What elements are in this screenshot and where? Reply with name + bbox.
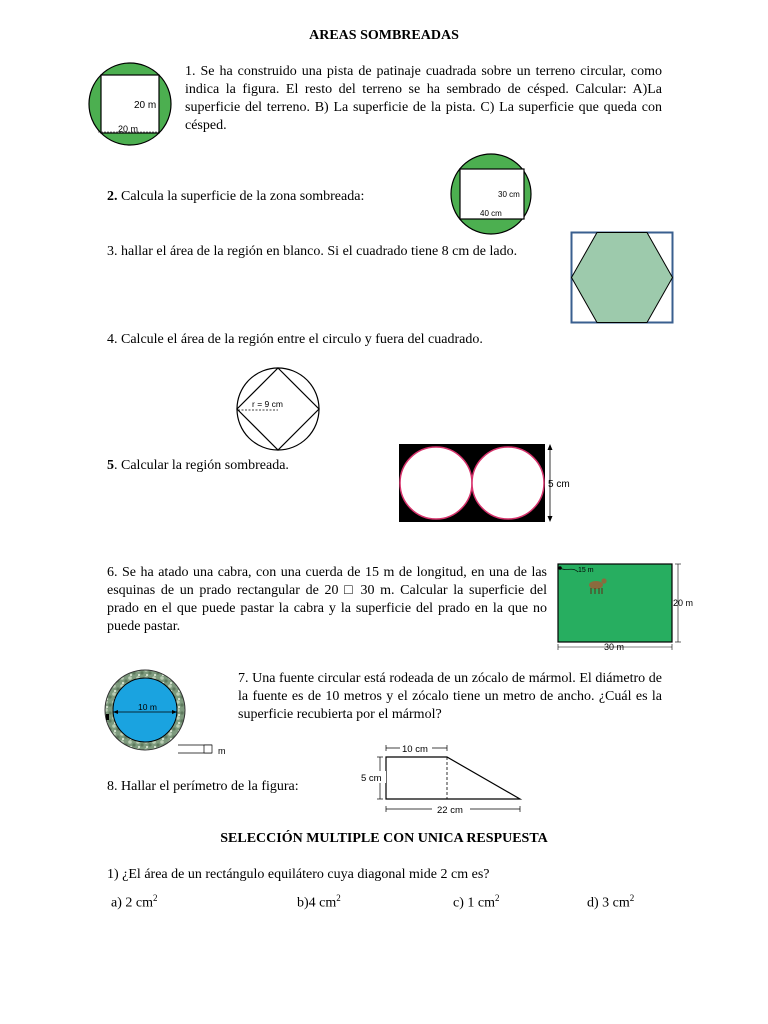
page-title: AREAS SOMBREADAS (309, 28, 459, 43)
p1-figure (88, 62, 174, 148)
p8-label-top: 10 cm (402, 744, 428, 755)
p6-label-w: 30 m (604, 642, 625, 652)
p6-label-h: 20 m (673, 598, 694, 608)
p3-text: 3. hallar el área de la región en blanco. Si el cuadrado tiene 8 cm de lado. (107, 244, 518, 259)
q1-option-d: d) 3 $cm^2$ (587, 893, 635, 911)
p7-figure (104, 668, 236, 760)
q1-option-b: b)4 $cm^2$ (297, 893, 341, 911)
p4-label-r: r = 9 cm (252, 399, 283, 409)
p5-circle-right (472, 447, 544, 519)
p4-circle (237, 368, 319, 450)
q1-option-c: c) 1 $cm^2$ (453, 893, 500, 911)
q1-text: 1) ¿El área de un rectángulo equilátero cuya diagonal mide 2 cm es? (107, 867, 490, 882)
p2-text (107, 188, 427, 206)
p6-meadow (558, 564, 672, 642)
p1-label-bottom: 20 m (118, 124, 139, 134)
p4-figure (236, 367, 322, 453)
section-title: SELECCIÓN MULTIPLE CON UNICA RESPUESTA (220, 831, 548, 846)
p8-figure (358, 740, 526, 818)
p3-figure (570, 231, 674, 325)
p2-number: 2. (107, 189, 118, 204)
p1-label-side: 20 m (134, 100, 157, 111)
p5-figure (398, 443, 578, 523)
p5-text (107, 457, 407, 475)
p5-label-h: 5 cm (548, 479, 570, 490)
p4-text: 4. Calcule el área de la región entre el circulo y fuera del cuadrado. (107, 332, 483, 347)
p7-label-m: m (218, 746, 226, 756)
p6-label-rope: 15 m (578, 567, 594, 574)
p8-text: 8. Hallar el perímetro de la figura: (107, 779, 299, 794)
q1-option-a: a) 2 $cm^2$ (111, 893, 158, 911)
p8-label-bottom: 22 cm (437, 805, 463, 816)
p7-text: 7. Una fuente circular está rodeada de un zócalo de mármol. El diámetro de la fuente es de 10 metros y el zócalo tiene un metro de ancho. ¿Cuál es la superficie recubierta por el mármol? (238, 671, 662, 722)
p7-label-d: 10 m (138, 702, 157, 712)
p2-figure (450, 152, 534, 236)
p5-circle-left (400, 447, 472, 519)
p8-label-h: 5 cm (361, 773, 382, 784)
p6-figure (556, 560, 702, 655)
p6-text: 6. Se ha atado una cabra, con una cuerda de 15 m de longitud, en una de las esquinas de un prado rectangular de 20 □ 30 m. Calcular la superficie del prado en el que puede pastar la cabra y la superficie del prado en la que no puede pastar. (107, 565, 547, 634)
p2-statement: Calcula la superficie de la zona sombreada: (121, 189, 365, 204)
p2-label-h: 30 cm (498, 190, 520, 199)
p5-number: 5 (107, 458, 114, 473)
p5-statement: . Calcular la región sombreada. (114, 458, 289, 473)
p8-trapezoid (386, 757, 520, 799)
p2-label-w: 40 cm (480, 209, 502, 218)
p1-text: 1. Se ha construido una pista de patinaje cuadrada sobre un terreno circular, como indica la figura. El resto del terreno se ha sembrado de césped. Calcular: A)La superficie del terreno. B) La superficie de la pista. C) La superficie que queda con césped. (185, 64, 662, 133)
